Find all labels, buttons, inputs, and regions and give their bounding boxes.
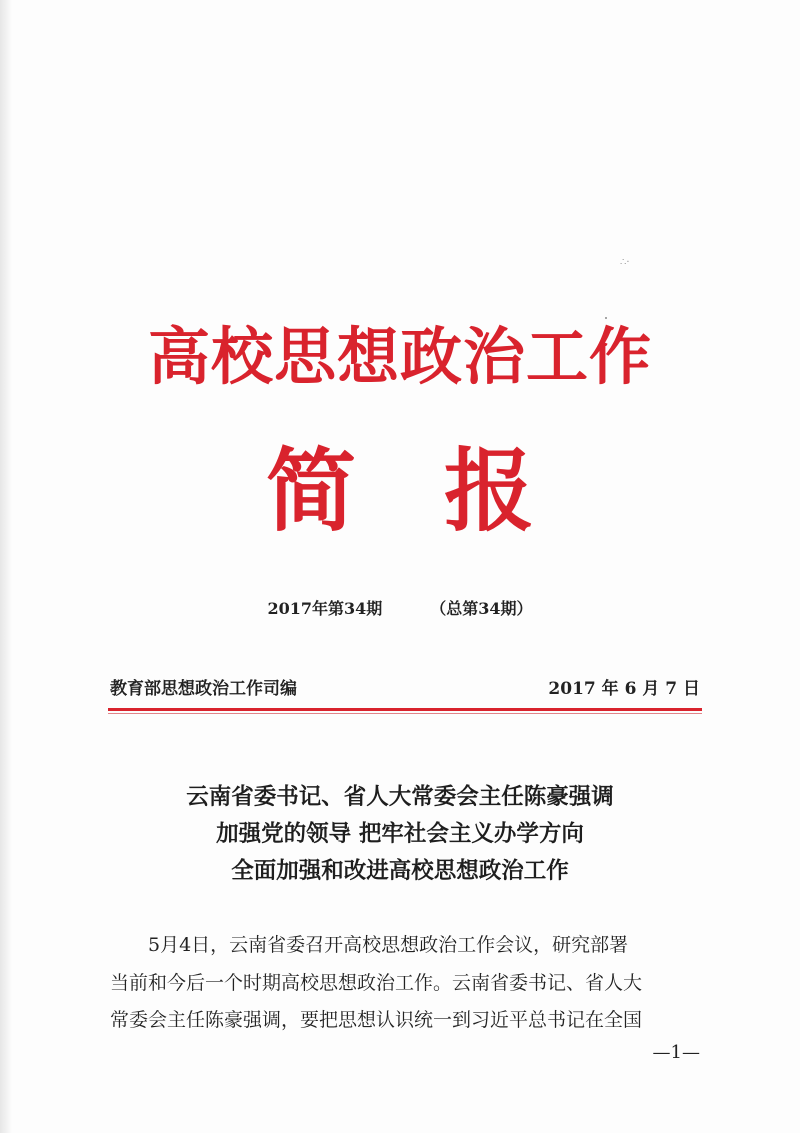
issue-number: 2017年第34期: [267, 599, 383, 618]
publication-meta: [110, 674, 700, 698]
masthead-title: 高校思想政治工作: [147, 320, 652, 393]
publisher: 教育部思想政治工作司编: [110, 679, 297, 699]
issue-line: [0, 596, 800, 619]
scan-artifact: ∴·: [620, 257, 630, 268]
issue-total: （总第34期）: [430, 599, 533, 618]
red-divider: [108, 708, 702, 711]
body-paragraph-line-2: 当前和今后一个时期高校思想政治工作。云南省委书记、省人大: [110, 972, 643, 994]
article-headline-line-1: 云南省委书记、省人大常委会主任陈豪强调: [186, 784, 614, 810]
body-paragraph-line-3: 常委会主任陈豪强调，要把思想认识统一到习近平总书记在全国: [110, 1009, 643, 1031]
masthead-subtitle: 简报: [266, 438, 622, 544]
red-divider-thin: [108, 713, 702, 714]
scan-artifact-dot: [605, 317, 607, 319]
article-headline-line-3: 全面加强和改进高校思想政治工作: [231, 858, 569, 884]
page-number: —1—: [652, 1042, 700, 1063]
article-headline-line-2: 加强党的领导 把牢社会主义办学方向: [216, 821, 584, 847]
body-paragraph-line-1: 5月4日，云南省委召开高校思想政治工作会议，研究部署: [148, 934, 629, 956]
publication-date: 2017 年 6 月 7 日: [548, 679, 700, 699]
